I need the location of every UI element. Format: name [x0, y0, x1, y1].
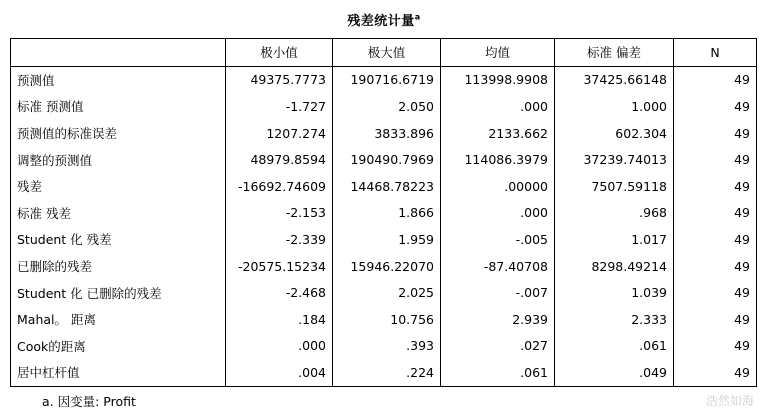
table-row [11, 146, 757, 173]
cell-mean: .000 [441, 93, 555, 120]
row-label: 标准 预测值 [11, 93, 226, 120]
cell-min: -16692.74609 [226, 173, 333, 200]
cell-min: .004 [226, 359, 333, 386]
col-header-n: N [674, 39, 757, 67]
cell-n: 49 [674, 66, 757, 93]
cell-std-dev: 2.333 [555, 306, 674, 333]
table-row [11, 226, 757, 253]
cell-max: 1.959 [333, 226, 441, 253]
table-row [11, 66, 757, 93]
cell-n: 49 [674, 200, 757, 227]
col-header-mean: 均值 [441, 39, 555, 67]
cell-mean: 114086.3979 [441, 146, 555, 173]
cell-max: 2.025 [333, 279, 441, 306]
cell-min: -20575.15234 [226, 253, 333, 280]
cell-max: 3833.896 [333, 120, 441, 147]
row-label: 预测值 [11, 66, 226, 93]
table-row [11, 93, 757, 120]
table-row [11, 120, 757, 147]
header-corner [11, 39, 226, 67]
cell-min: -2.339 [226, 226, 333, 253]
cell-n: 49 [674, 306, 757, 333]
cell-std-dev: 7507.59118 [555, 173, 674, 200]
cell-mean: 2133.662 [441, 120, 555, 147]
table-row [11, 173, 757, 200]
cell-min: .184 [226, 306, 333, 333]
cell-mean: -.005 [441, 226, 555, 253]
header-row [11, 39, 757, 67]
table-row [11, 359, 757, 386]
cell-min: .000 [226, 333, 333, 360]
cell-max: 15946.22070 [333, 253, 441, 280]
cell-max: .224 [333, 359, 441, 386]
cell-max: 190490.7969 [333, 146, 441, 173]
row-label: 居中杠杆值 [11, 359, 226, 386]
cell-mean: -87.40708 [441, 253, 555, 280]
cell-mean: -.007 [441, 279, 555, 306]
row-label: 调整的预测值 [11, 146, 226, 173]
footnote: a. 因变量: Profit [42, 394, 136, 409]
cell-min: -2.153 [226, 200, 333, 227]
cell-max: 10.756 [333, 306, 441, 333]
cell-mean: .00000 [441, 173, 555, 200]
cell-mean: .027 [441, 333, 555, 360]
cell-min: 49375.7773 [226, 66, 333, 93]
cell-max: 190716.6719 [333, 66, 441, 93]
cell-std-dev: 37239.74013 [555, 146, 674, 173]
cell-std-dev: 1.017 [555, 226, 674, 253]
cell-std-dev: 1.000 [555, 93, 674, 120]
row-label: Student 化 残差 [11, 226, 226, 253]
cell-n: 49 [674, 359, 757, 386]
table-title-text: 残差统计量 [347, 14, 415, 29]
cell-std-dev: 37425.66148 [555, 66, 674, 93]
table-row [11, 279, 757, 306]
cell-n: 49 [674, 146, 757, 173]
cell-min: 1207.274 [226, 120, 333, 147]
cell-max: 1.866 [333, 200, 441, 227]
col-header-max: 极大值 [333, 39, 441, 67]
cell-std-dev: .049 [555, 359, 674, 386]
row-label: 残差 [11, 173, 226, 200]
cell-std-dev: 8298.49214 [555, 253, 674, 280]
cell-n: 49 [674, 120, 757, 147]
cell-mean: 2.939 [441, 306, 555, 333]
table-row [11, 200, 757, 227]
cell-std-dev: .968 [555, 200, 674, 227]
watermark: 浩然如海 [705, 394, 754, 408]
row-label: 预测值的标准误差 [11, 120, 226, 147]
cell-n: 49 [674, 173, 757, 200]
row-label: Student 化 已删除的残差 [11, 279, 226, 306]
cell-max: 2.050 [333, 93, 441, 120]
cell-n: 49 [674, 253, 757, 280]
title-footnote-marker: a [414, 12, 421, 22]
cell-n: 49 [674, 226, 757, 253]
cell-max: .393 [333, 333, 441, 360]
cell-std-dev: .061 [555, 333, 674, 360]
col-header-min: 极小值 [226, 39, 333, 67]
table-row [11, 253, 757, 280]
cell-min: -1.727 [226, 93, 333, 120]
cell-n: 49 [674, 333, 757, 360]
row-label: Cook的距离 [11, 333, 226, 360]
row-label: Mahal。 距离 [11, 306, 226, 333]
table-row [11, 333, 757, 360]
col-header-std-dev: 标准 偏差 [555, 39, 674, 67]
cell-mean: .061 [441, 359, 555, 386]
cell-mean: .000 [441, 200, 555, 227]
cell-n: 49 [674, 93, 757, 120]
table-row [11, 306, 757, 333]
cell-std-dev: 1.039 [555, 279, 674, 306]
cell-mean: 113998.9908 [441, 66, 555, 93]
table-title [0, 10, 768, 29]
cell-max: 14468.78223 [333, 173, 441, 200]
row-label: 标准 残差 [11, 200, 226, 227]
cell-std-dev: 602.304 [555, 120, 674, 147]
cell-n: 49 [674, 279, 757, 306]
cell-min: 48979.8594 [226, 146, 333, 173]
row-label: 已删除的残差 [11, 253, 226, 280]
residual-statistics-table [10, 38, 757, 387]
cell-min: -2.468 [226, 279, 333, 306]
